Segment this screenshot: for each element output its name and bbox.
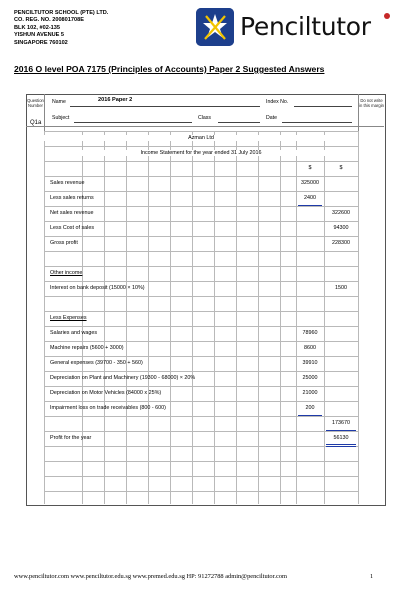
pencil-star-emblem-icon: [196, 8, 234, 46]
grid-hline: [44, 131, 358, 132]
document-title: 2016 O level POA 7175 (Principles of Accounts) Paper 2 Suggested Answers: [14, 64, 325, 74]
grid-hline: [44, 266, 358, 267]
row-label: Depreciation on Plant and Machinery (19300 - 68000) × 20%: [50, 375, 196, 381]
row-amount-col1: 200: [305, 405, 315, 411]
grid-hline: [44, 206, 358, 207]
grid-vline: [214, 131, 215, 504]
row-label: Depreciation on Motor Vehicles (84000 x 25%): [50, 390, 162, 396]
grid-vline: [258, 131, 259, 504]
company-name: Azman Ltd: [44, 135, 358, 141]
currency-column-2: $: [339, 165, 343, 171]
index-no-underline: [294, 106, 352, 107]
school-name: PENCILTUTOR SCHOOL (PTE) LTD.: [14, 10, 109, 16]
grid-hline: [44, 491, 358, 492]
grid-hline: [44, 221, 358, 222]
grid-hline: [44, 176, 358, 177]
address-line-2: YISHUN AVENUE 5: [14, 32, 65, 39]
row-amount-col2: 94300: [333, 225, 349, 231]
row-label: Sales revenue: [50, 180, 85, 186]
row-label: Machine repairs (5600 + 3000): [50, 345, 124, 351]
grid-vline: [324, 131, 325, 504]
row-label: Other income: [50, 270, 83, 276]
row-amount-col1: 78960: [302, 330, 318, 336]
grid-vline: [170, 131, 171, 504]
grid-vline: [296, 131, 297, 504]
row-label: Less Cost of sales: [50, 225, 95, 231]
currency-column-1: $: [308, 165, 312, 171]
row-label: Net sales revenue: [50, 210, 94, 216]
row-label: Salaries and wages: [50, 330, 98, 336]
grid-hline: [44, 326, 358, 327]
answer-sheet: [26, 94, 386, 506]
grid-hline: [44, 146, 358, 147]
address-line-1: BLK 102, #02-135: [14, 24, 61, 31]
grid-hline: [44, 476, 358, 477]
grid-hline: [44, 416, 358, 417]
subject-underline: [74, 122, 192, 123]
row-amount-col1: 325000: [301, 180, 319, 186]
grid-vline: [192, 131, 193, 504]
grid-vline: [148, 131, 149, 504]
grid-hline: [44, 401, 358, 402]
row-label: Profit for the year: [50, 435, 92, 441]
subtotal-underline: [298, 415, 322, 416]
row-amount-col1: 39910: [302, 360, 318, 366]
grid-hline: [44, 296, 358, 297]
logo-wordmark: Penciltutor: [240, 12, 371, 41]
grid-hline: [44, 251, 358, 252]
row-amount-col1: 21000: [302, 390, 318, 396]
question-number: Q1a: [30, 120, 42, 126]
row-label: General expenses (39700 - 350 + 560): [50, 360, 143, 366]
grid-vline: [126, 131, 127, 504]
grid-vline: [44, 131, 45, 504]
grid-hline: [44, 356, 358, 357]
grid-vline: [358, 131, 359, 504]
address-line-3: SINGAPORE 760102: [14, 39, 68, 46]
row-amount-col1: 8600: [304, 345, 316, 351]
header-separator: [26, 126, 384, 127]
grid-hline: [44, 236, 358, 237]
class-underline: [218, 122, 260, 123]
profit-amount: 56130: [333, 435, 349, 441]
row-label: Gross profit: [50, 240, 78, 246]
name-value: 2016 Paper 2: [98, 97, 133, 103]
class-label: Class: [198, 115, 211, 121]
grid-hline: [44, 311, 358, 312]
subtotal-underline: [298, 205, 322, 206]
penciltutor-logo: [196, 8, 396, 48]
page-number: 1: [370, 573, 374, 580]
row-amount-col1: 25000: [302, 375, 318, 381]
grid-hline: [44, 371, 358, 372]
grid-hline: [44, 446, 358, 447]
row-label: Interest on bank deposit (15000 × 10%): [50, 285, 145, 291]
grid-hline: [44, 191, 358, 192]
row-amount-col1: 2400: [304, 195, 316, 201]
registered-mark-icon: [384, 13, 390, 19]
row-label: Impairment loss on trade receivables (800 - 600): [50, 405, 166, 411]
subject-label: Subject: [52, 115, 70, 121]
grid-vline: [280, 131, 281, 504]
grid-hline: [44, 461, 358, 462]
school-address-block: [14, 10, 108, 47]
grid-vline: [104, 131, 105, 504]
row-amount-col2: 228300: [332, 240, 350, 246]
grid-hline: [44, 341, 358, 342]
index-no-label: Index No.: [266, 99, 289, 105]
grid-hline: [44, 281, 358, 282]
grid-vline: [236, 131, 237, 504]
double-underline-bottom: [326, 446, 356, 447]
total-underline: [326, 430, 356, 431]
double-underline-top: [326, 444, 356, 445]
row-amount-col2: 322600: [332, 210, 350, 216]
date-label: Date: [266, 115, 277, 121]
footer-contact: www.penciltutor.com www.penciltutor.edu.sg www.premed.edu.sg HP: 91272788 admin@penciltutor.com: [14, 573, 288, 580]
row-amount-col2: 1500: [335, 285, 347, 291]
name-underline: [70, 106, 260, 107]
question-number-label: Question Number: [27, 98, 44, 108]
grid-hline: [44, 161, 358, 162]
row-label: Less Expenses: [50, 315, 87, 321]
company-reg-number: CO. REG. NO. 200801708E: [14, 17, 84, 24]
grid-hline: [44, 386, 358, 387]
grid-hline: [44, 431, 358, 432]
margin-note: Do not write in this margin: [359, 98, 384, 108]
name-label: Name: [52, 99, 66, 105]
row-label: Less sales returns: [50, 195, 94, 201]
total-expenses-amount: 173670: [332, 420, 350, 426]
date-underline: [282, 122, 352, 123]
statement-heading: Income Statement for the year ended 31 July 2016: [45, 150, 357, 156]
